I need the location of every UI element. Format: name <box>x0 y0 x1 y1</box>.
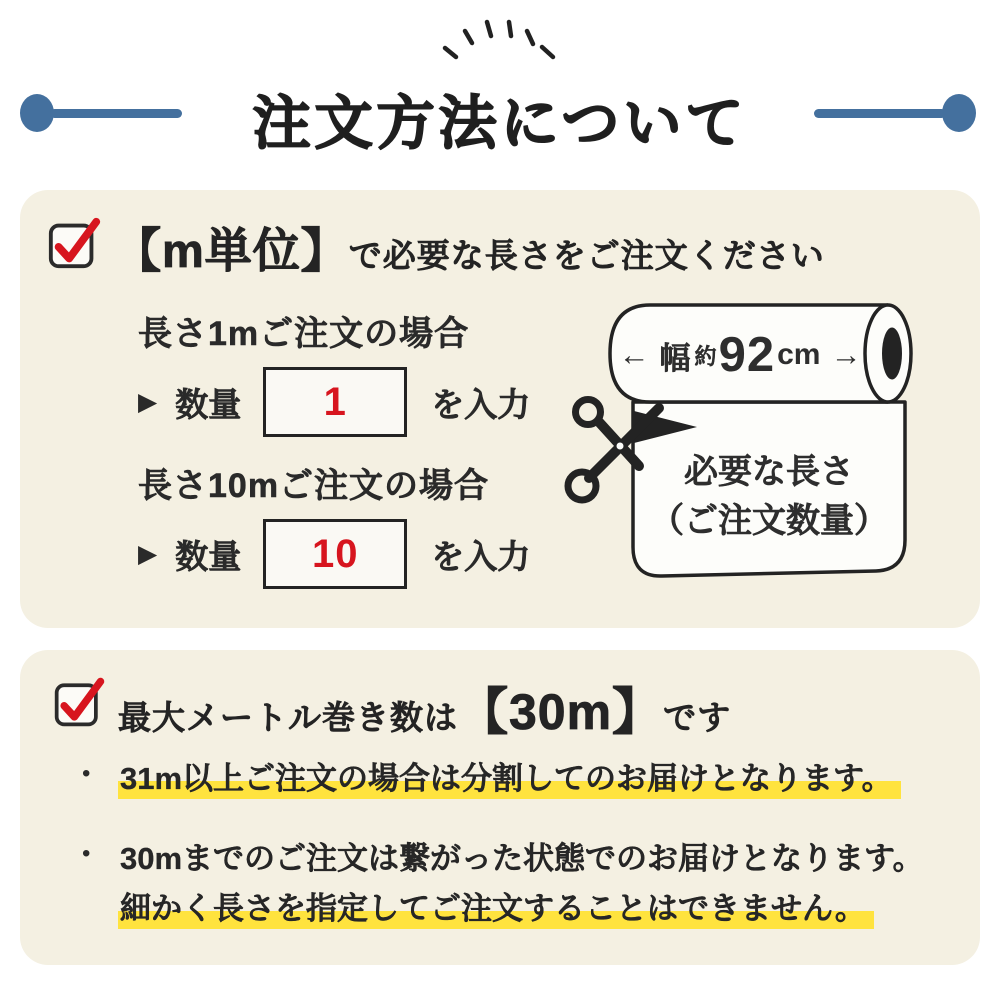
bullet-dot-icon: • <box>82 760 91 787</box>
right-arrow-icon: → <box>830 337 862 372</box>
title-decoration-right <box>818 94 976 132</box>
enter-label: を入力 <box>431 385 531 423</box>
bullet-continuous-delivery <box>82 834 924 934</box>
blue-dot-icon <box>942 94 976 132</box>
burst-rays-icon <box>420 4 580 74</box>
roll-core <box>882 328 902 380</box>
heading-rest-text: で必要な長さをご注文ください <box>348 237 825 274</box>
example-10m-label: 長さ10mご注文の場合 <box>138 467 490 505</box>
fabric-roll-illustration <box>555 290 1000 600</box>
triangle-arrow-icon: ▶ <box>138 388 158 416</box>
quantity-input-box <box>263 367 407 437</box>
header <box>0 70 1000 160</box>
roll-width-label: ← 幅 約 92 cm → <box>618 328 862 382</box>
example-10m <box>138 458 530 589</box>
plain-text: 30mまでのご注文は繋がった状態でのお届けとなります。 <box>120 841 924 876</box>
checkbox-checked-icon <box>52 674 108 730</box>
max-roll-heading: 最大メートル巻き数は 【30m】 です <box>118 684 732 740</box>
bullet-split-delivery <box>82 754 901 804</box>
highlighted-text: 細かく長さを指定してご注文することはできません。 <box>118 891 874 929</box>
bullet-dot-icon: • <box>82 840 91 867</box>
quantity-value: 1 <box>323 379 347 424</box>
quantity-label: 数量 <box>175 385 242 423</box>
example-1m-label: 長さ1mご注文の場合 <box>138 315 470 353</box>
enter-label: を入力 <box>431 537 531 575</box>
checkbox-checked-icon <box>46 214 104 272</box>
blue-line <box>814 109 946 118</box>
panel-max-roll <box>20 650 980 965</box>
triangle-arrow-icon: ▶ <box>138 540 158 568</box>
heading-strong-text: 【m単位】 <box>114 224 349 277</box>
page-title: 注文方法について <box>252 91 748 156</box>
panel-order-unit <box>20 190 980 628</box>
required-length-label: 必要な長さ （ご注文数量） <box>650 453 888 540</box>
order-unit-heading <box>114 214 825 281</box>
quantity-label: 数量 <box>175 537 242 575</box>
highlighted-text: 31m以上ご注文の場合は分割してのお届けとなります。 <box>118 761 901 799</box>
example-1m <box>138 306 530 437</box>
quantity-value: 10 <box>311 531 359 576</box>
quantity-input-box <box>263 519 407 589</box>
left-arrow-icon: ← <box>618 337 650 372</box>
